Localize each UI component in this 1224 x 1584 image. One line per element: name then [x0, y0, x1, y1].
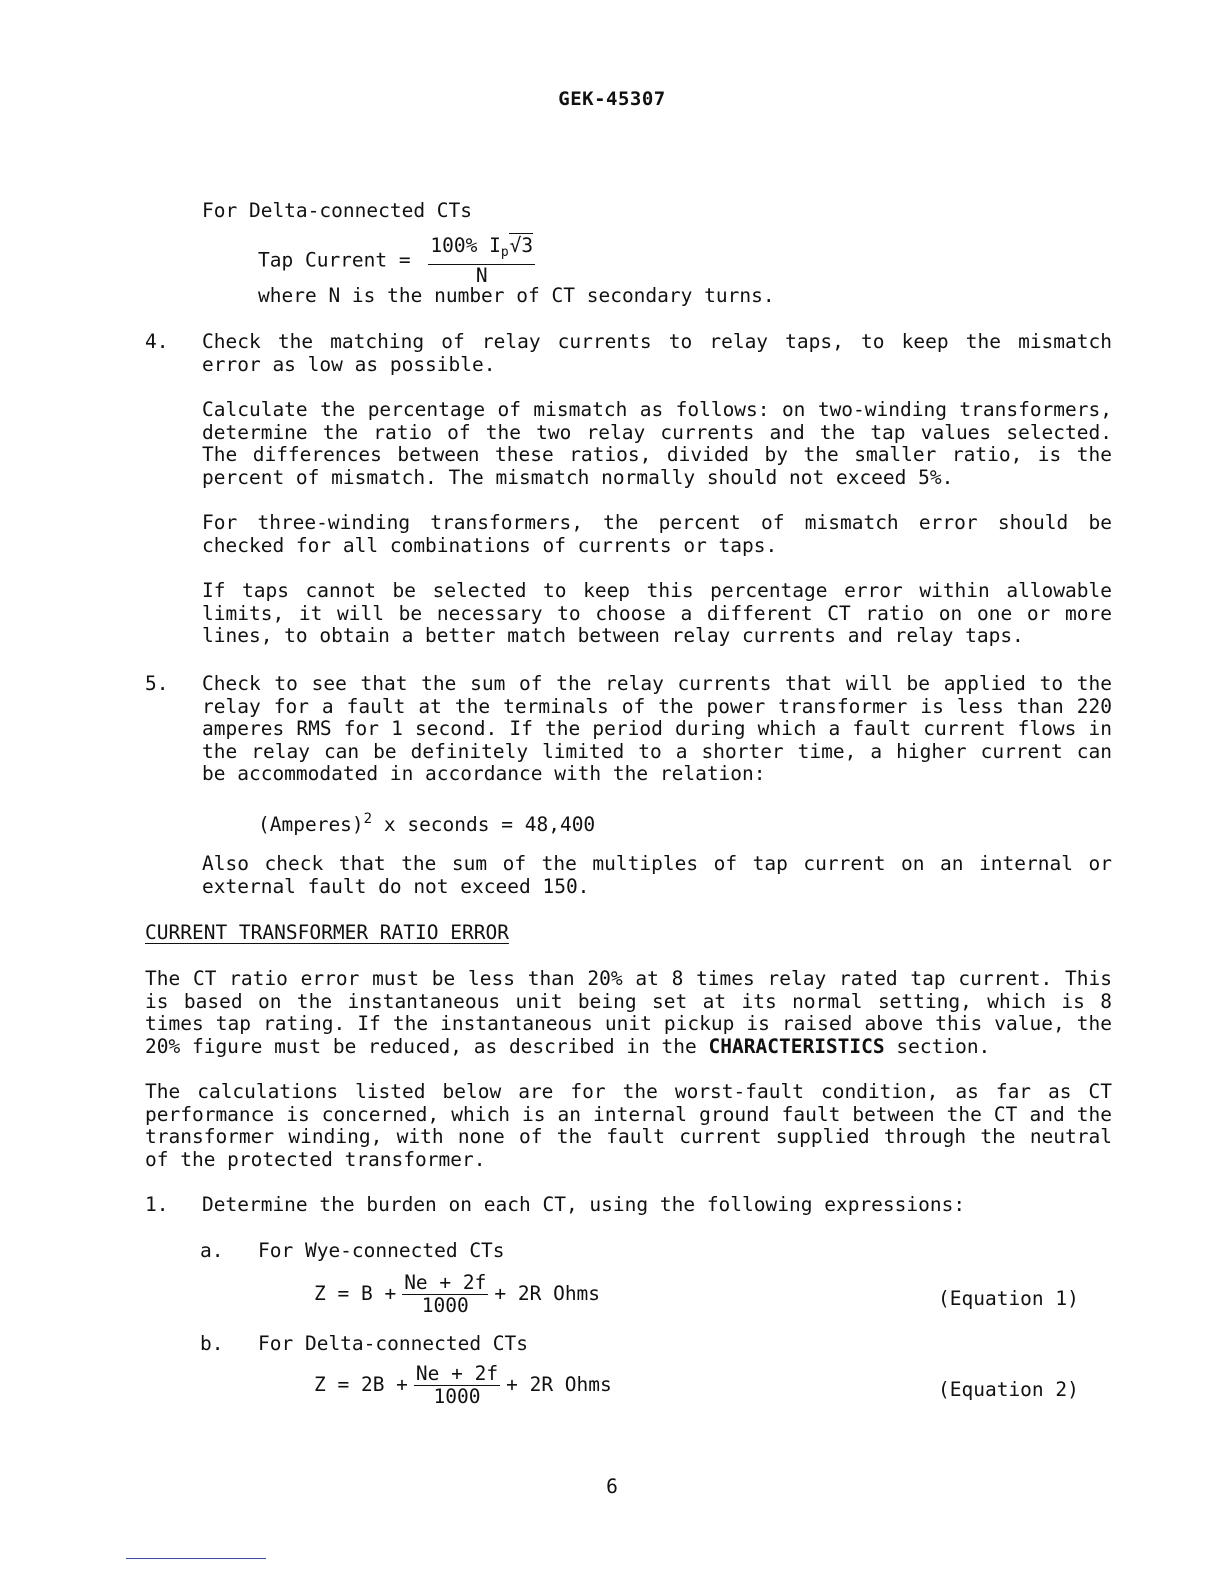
sub-a-text: For Wye-connected CTs: [258, 1239, 505, 1262]
relation-rest: x seconds = 48,400: [372, 813, 596, 836]
eq1-left: Z = B +: [314, 1282, 397, 1305]
eq1-fraction: [402, 1272, 488, 1317]
ct-ratio-text-a: The CT ratio error must be less than 20% at 8 times relay rated tap current. This is based on the instantaneous unit being set at its normal setting, which is 8 times tap rating. If the instantaneous unit pickup is raised above this value, the 20% figure must be reduced, as described in the: [145, 967, 1112, 1058]
footer-rule: [126, 1558, 266, 1559]
taps-limit-paragraph: If taps cannot be selected to keep this percentage error within allowable limits, it will be necessary to choose a different CT ratio on one or more lines, to obtain a better match between relay currents and relay taps.: [202, 579, 1112, 647]
eq1-right: + 2R Ohms: [494, 1282, 601, 1305]
item-1-number: 1.: [145, 1193, 169, 1216]
ct-ratio-paragraph: [145, 968, 1112, 1058]
numerator-subscript: p: [500, 245, 509, 260]
ct-ratio-text-b: section.: [884, 1034, 991, 1058]
amperes-relation: [258, 808, 595, 837]
item-4-number: 4.: [145, 330, 169, 353]
item-5-text: Check to see that the sum of the relay currents that will be applied to the relay for a fault at the terminals of the power transformer is less than 220 amperes RMS for 1 second. If the period during which a fault current flows in the relay can be definitely limited to a shorter time, a higher current can be accommodated in accordance with the relation:: [202, 672, 1112, 785]
delta-intro: For Delta-connected CTs: [202, 199, 473, 222]
equation-1: [314, 1272, 600, 1317]
equation-2-label: (Equation 2): [938, 1378, 1079, 1401]
eq2-denominator: 1000: [433, 1385, 481, 1408]
document-id: GEK-45307: [558, 88, 666, 110]
equation-1-label: (Equation 1): [938, 1287, 1079, 1310]
page-number: 6: [606, 1475, 618, 1498]
three-winding-paragraph: For three-winding transformers, the percent of mismatch error should be checked for all combinations of currents or taps.: [202, 511, 1112, 557]
item-4-text: Check the matching of relay currents to relay taps, to keep the mismatch error as low as possible.: [202, 330, 1112, 376]
sub-b-label: b.: [200, 1332, 224, 1355]
eq2-left: Z = 2B +: [314, 1373, 408, 1396]
eq1-numerator: Ne + 2f: [404, 1271, 487, 1294]
relation-exponent: 2: [363, 811, 373, 827]
numerator-prefix: 100% I: [430, 234, 501, 257]
tap-current-label: Tap Current =: [258, 248, 411, 272]
eq2-right: + 2R Ohms: [506, 1373, 612, 1396]
tap-current-formula: [258, 235, 541, 287]
eq2-numerator: Ne + 2f: [415, 1362, 499, 1385]
section-heading: CURRENT TRANSFORMER RATIO ERROR: [145, 921, 509, 944]
item-5-number: 5.: [145, 672, 169, 695]
eq2-fraction: [414, 1363, 500, 1408]
also-check-paragraph: Also check that the sum of the multiples of tap current on an internal or external fault do not exceed 150.: [202, 852, 1112, 898]
equation-2: [314, 1363, 612, 1408]
eq1-denominator: 1000: [421, 1294, 469, 1317]
tap-current-numerator: [428, 235, 535, 265]
tap-current-fraction: [428, 235, 535, 287]
sub-b-text: For Delta-connected CTs: [258, 1332, 529, 1355]
worst-fault-paragraph: The calculations listed below are for the worst-fault condition, as far as CT performance is concerned, which is an internal ground fault between the CT and the transformer winding, with none of the fault current supplied through the neutral of the protected transformer.: [145, 1080, 1112, 1171]
characteristics-reference: CHARACTERISTICS: [708, 1034, 885, 1058]
tap-current-denominator: N: [475, 264, 488, 287]
sqrt-three: √3: [509, 234, 534, 257]
item-1-text: Determine the burden on each CT, using the following expressions:: [202, 1193, 966, 1216]
sub-a-label: a.: [200, 1239, 224, 1262]
mismatch-paragraph: Calculate the percentage of mismatch as follows: on two-winding transformers, determine the ratio of the two relay currents and the tap values selected. The differences between these ratios, divided by the smaller ratio, is the percent of mismatch. The mismatch normally should not exceed 5%.: [202, 398, 1112, 489]
where-n-text: where N is the number of CT secondary turns.: [258, 284, 775, 307]
relation-base: (Amperes): [258, 813, 364, 836]
